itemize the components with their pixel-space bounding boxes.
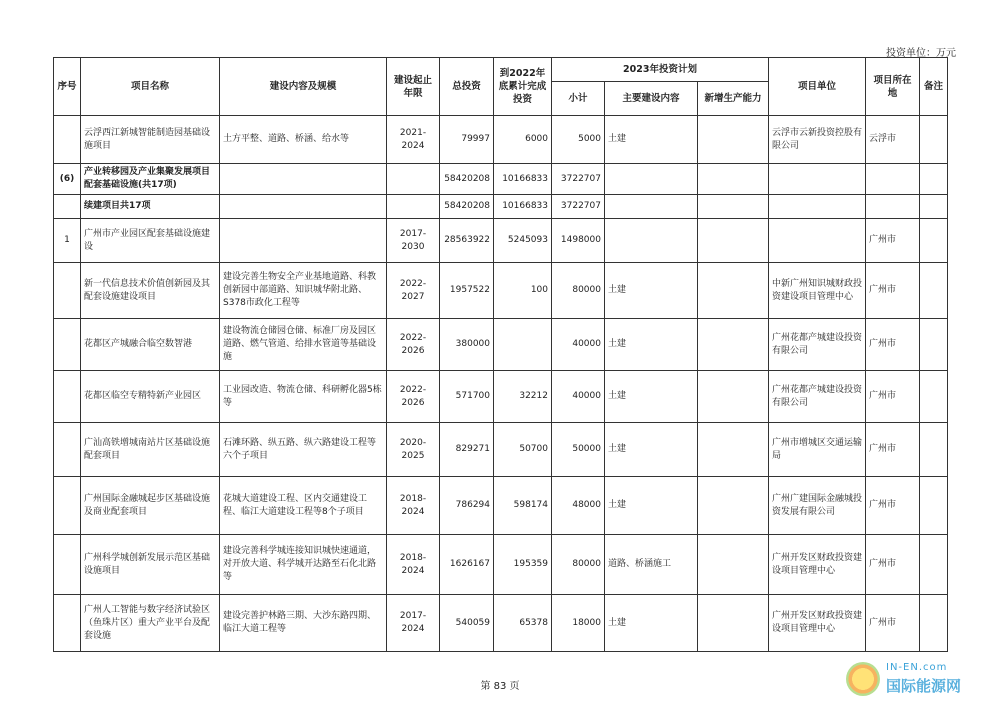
row-subtotal: 80000 [552, 535, 605, 595]
table-row [54, 535, 948, 595]
row-main-content: 土建 [605, 423, 698, 477]
row-project-name: 云浮西江新城智能制造园基础设施项目 [81, 116, 220, 164]
row-seq [54, 595, 81, 652]
page-number: 第 83 页 [480, 681, 520, 692]
row-cumulative: 10166833 [494, 164, 552, 195]
watermark-logo [846, 660, 986, 700]
row-main-content: 土建 [605, 477, 698, 535]
row-content [220, 219, 387, 263]
row-content: 工业园改造、物流仓储、科研孵化器5栋等 [220, 371, 387, 423]
row-new-capacity [698, 219, 769, 263]
row-total: 28563922 [440, 219, 494, 263]
row-remark [920, 164, 948, 195]
row-remark [920, 319, 948, 371]
row-new-capacity [698, 371, 769, 423]
row-project-unit [769, 195, 866, 219]
row-seq [54, 263, 81, 319]
row-location: 广州市 [866, 477, 920, 535]
row-total: 540059 [440, 595, 494, 652]
row-main-content: 土建 [605, 595, 698, 652]
row-location [866, 195, 920, 219]
investment-plan-table [53, 57, 948, 652]
header-total: 总投资 [440, 58, 494, 116]
row-total: 58420208 [440, 195, 494, 219]
row-period: 2022-2026 [387, 319, 440, 371]
header-location: 项目所在地 [866, 58, 920, 116]
row-main-content: 道路、桥涵施工 [605, 535, 698, 595]
row-main-content: 土建 [605, 263, 698, 319]
row-cumulative [494, 319, 552, 371]
row-total: 58420208 [440, 164, 494, 195]
row-remark [920, 535, 948, 595]
row-seq: 1 [54, 219, 81, 263]
row-project-name: 广汕高铁增城南站片区基础设施配套项目 [81, 423, 220, 477]
row-content [220, 164, 387, 195]
row-new-capacity [698, 116, 769, 164]
header-remark: 备注 [920, 58, 948, 116]
row-cumulative: 100 [494, 263, 552, 319]
header-unit: 项目单位 [769, 58, 866, 116]
row-location: 广州市 [866, 595, 920, 652]
row-subtotal: 5000 [552, 116, 605, 164]
row-seq [54, 195, 81, 219]
row-remark [920, 595, 948, 652]
table-row [54, 477, 948, 535]
row-location: 云浮市 [866, 116, 920, 164]
header-main-content: 主要建设内容 [605, 82, 698, 116]
row-subtotal: 80000 [552, 263, 605, 319]
row-cumulative: 10166833 [494, 195, 552, 219]
row-cumulative: 5245093 [494, 219, 552, 263]
table-row [54, 319, 948, 371]
sun-logo-icon [846, 662, 880, 696]
row-subtotal: 1498000 [552, 219, 605, 263]
row-project-name: 广州人工智能与数字经济试验区（鱼珠片区）重大产业平台及配套设施 [81, 595, 220, 652]
row-period: 2017-2030 [387, 219, 440, 263]
row-main-content [605, 164, 698, 195]
watermark-line2: 国际能源网 [886, 677, 962, 695]
row-seq [54, 423, 81, 477]
row-seq [54, 116, 81, 164]
row-new-capacity [698, 477, 769, 535]
row-new-capacity [698, 595, 769, 652]
row-project-unit: 广州广建国际金融城投资发展有限公司 [769, 477, 866, 535]
row-subtotal: 3722707 [552, 164, 605, 195]
row-period [387, 195, 440, 219]
row-main-content: 土建 [605, 371, 698, 423]
row-location: 广州市 [866, 423, 920, 477]
row-project-unit: 广州花都产城建设投资有限公司 [769, 371, 866, 423]
row-total: 1957522 [440, 263, 494, 319]
row-main-content [605, 219, 698, 263]
row-period: 2018-2024 [387, 477, 440, 535]
row-location: 广州市 [866, 535, 920, 595]
row-content: 建设完善生物安全产业基地道路、科教创新园中部道路、知识城华附北路、S378市政化工程等 [220, 263, 387, 319]
row-main-content [605, 195, 698, 219]
row-content [220, 195, 387, 219]
row-content: 建设完善护林路三期、大沙东路四期、临江大道工程等 [220, 595, 387, 652]
row-subtotal: 40000 [552, 319, 605, 371]
table-row [54, 219, 948, 263]
row-location: 广州市 [866, 319, 920, 371]
header-new-capacity: 新增生产能力 [698, 82, 769, 116]
row-location [866, 164, 920, 195]
table-row [54, 195, 948, 219]
watermark-line1: IN-EN.com [886, 662, 948, 673]
row-seq: (6) [54, 164, 81, 195]
row-remark [920, 219, 948, 263]
investment-unit-label: 投资单位：万元 [886, 48, 956, 59]
row-new-capacity [698, 319, 769, 371]
row-cumulative: 598174 [494, 477, 552, 535]
row-period: 2022-2026 [387, 371, 440, 423]
row-content: 花城大道建设工程、区内交通建设工程、临江大道建设工程等8个子项目 [220, 477, 387, 535]
table-row [54, 423, 948, 477]
row-total: 829271 [440, 423, 494, 477]
row-project-name: 花都区产城融合临空数智港 [81, 319, 220, 371]
row-project-unit: 广州开发区财政投资建设项目管理中心 [769, 595, 866, 652]
header-cum2022: 到2022年底累计完成投资 [494, 58, 552, 116]
row-project-name: 广州市产业园区配套基础设施建设 [81, 219, 220, 263]
row-project-name: 新一代信息技术价值创新园及其配套设施建设项目 [81, 263, 220, 319]
row-project-unit [769, 164, 866, 195]
row-total: 380000 [440, 319, 494, 371]
row-project-name: 花都区临空专精特新产业园区 [81, 371, 220, 423]
row-project-unit: 中新广州知识城财政投资建设项目管理中心 [769, 263, 866, 319]
row-period: 2021-2024 [387, 116, 440, 164]
table-row [54, 595, 948, 652]
row-seq [54, 535, 81, 595]
row-content: 建设物流仓储园仓储、标准厂房及园区道路、燃气管道、给排水管道等基础设施 [220, 319, 387, 371]
table-row [54, 371, 948, 423]
row-project-unit [769, 219, 866, 263]
row-remark [920, 195, 948, 219]
row-project-name: 广州科学城创新发展示范区基础设施项目 [81, 535, 220, 595]
row-project-unit: 广州花都产城建设投资有限公司 [769, 319, 866, 371]
row-total: 79997 [440, 116, 494, 164]
row-seq [54, 371, 81, 423]
header-plan2023: 2023年投资计划 [552, 58, 769, 82]
header-content: 建设内容及规模 [220, 58, 387, 116]
row-cumulative: 6000 [494, 116, 552, 164]
row-location: 广州市 [866, 263, 920, 319]
row-subtotal: 48000 [552, 477, 605, 535]
row-cumulative: 32212 [494, 371, 552, 423]
row-content: 建设完善科学城连接知识城快速通道，对开放大道、科学城开达路至石化北路等 [220, 535, 387, 595]
row-content: 土方平整、道路、桥涵、给水等 [220, 116, 387, 164]
row-subtotal: 3722707 [552, 195, 605, 219]
row-period [387, 164, 440, 195]
row-period: 2017-2024 [387, 595, 440, 652]
row-remark [920, 263, 948, 319]
row-remark [920, 423, 948, 477]
row-total: 571700 [440, 371, 494, 423]
row-total: 1626167 [440, 535, 494, 595]
header-period: 建设起止年限 [387, 58, 440, 116]
header-subtotal: 小计 [552, 82, 605, 116]
row-content: 石滩环路、纵五路、纵六路建设工程等六个子项目 [220, 423, 387, 477]
row-total: 786294 [440, 477, 494, 535]
row-project-unit: 云浮市云新投资控股有限公司 [769, 116, 866, 164]
table-row [54, 116, 948, 164]
header-seq: 序号 [54, 58, 81, 116]
row-remark [920, 116, 948, 164]
row-cumulative: 50700 [494, 423, 552, 477]
row-project-name: 续建项目共17项 [81, 195, 220, 219]
row-subtotal: 40000 [552, 371, 605, 423]
row-subtotal: 18000 [552, 595, 605, 652]
row-main-content: 土建 [605, 116, 698, 164]
row-new-capacity [698, 195, 769, 219]
row-location: 广州市 [866, 371, 920, 423]
row-period: 2020-2025 [387, 423, 440, 477]
row-remark [920, 477, 948, 535]
row-subtotal: 50000 [552, 423, 605, 477]
row-remark [920, 371, 948, 423]
row-cumulative: 65378 [494, 595, 552, 652]
row-project-name: 产业转移园及产业集聚发展项目配套基础设施(共17项) [81, 164, 220, 195]
row-project-unit: 广州开发区财政投资建设项目管理中心 [769, 535, 866, 595]
row-cumulative: 195359 [494, 535, 552, 595]
row-new-capacity [698, 423, 769, 477]
row-new-capacity [698, 263, 769, 319]
table-row [54, 263, 948, 319]
row-period: 2022-2027 [387, 263, 440, 319]
row-location: 广州市 [866, 219, 920, 263]
header-name: 项目名称 [81, 58, 220, 116]
row-new-capacity [698, 164, 769, 195]
row-new-capacity [698, 535, 769, 595]
row-period: 2018-2024 [387, 535, 440, 595]
row-main-content: 土建 [605, 319, 698, 371]
row-seq [54, 319, 81, 371]
table-row [54, 164, 948, 195]
row-seq [54, 477, 81, 535]
row-project-unit: 广州市增城区交通运输局 [769, 423, 866, 477]
row-project-name: 广州国际金融城起步区基础设施及商业配套项目 [81, 477, 220, 535]
